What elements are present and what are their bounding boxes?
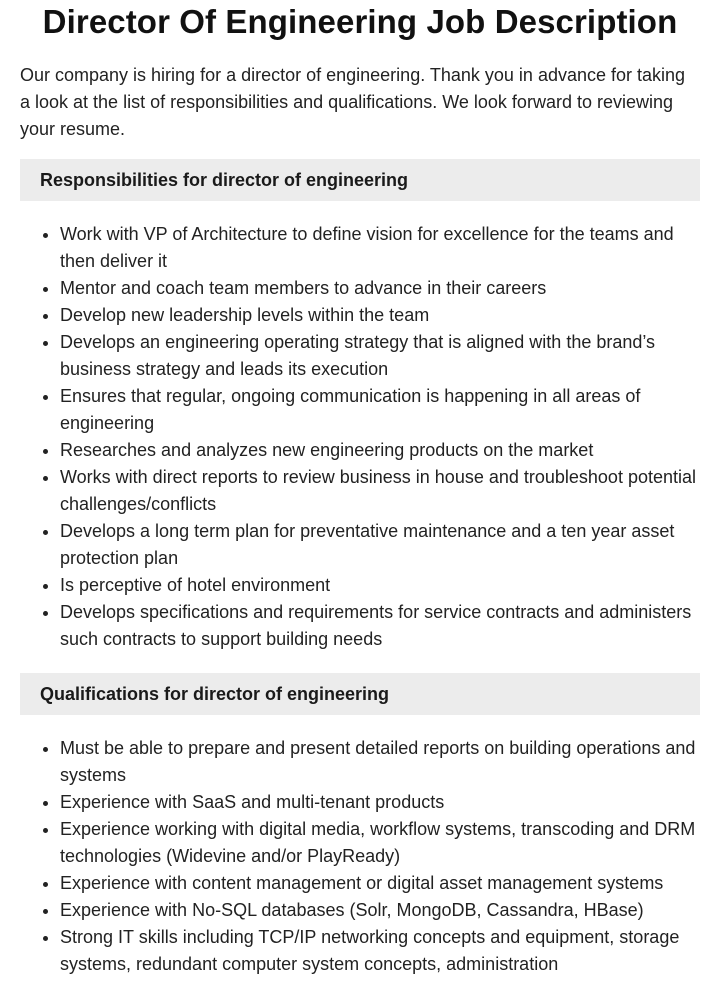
page-title: Director Of Engineering Job Description [42, 3, 678, 40]
responsibility-item: • Researches and analyzes new engineering products on the market [60, 437, 700, 464]
responsibility-item: • Works with direct reports to review business in house and troubleshoot potential challenges/conflicts [60, 464, 700, 518]
responsibility-item: • Develop new leadership levels within the team [60, 302, 700, 329]
qualification-item: • Must be able to prepare and present detailed reports on building operations and systems [60, 735, 700, 789]
responsibilities-heading: Responsibilities for director of engineering [20, 159, 700, 201]
qualifications-heading: Qualifications for director of engineering [20, 673, 700, 715]
intro-paragraph: Our company is hiring for a director of engineering. Thank you in advance for taking a look at the list of responsibilities and qualifications. We look forward to reviewing your resume. [20, 65, 686, 139]
responsibilities-list [20, 221, 700, 653]
responsibility-item: • Mentor and coach team members to advance in their careers [60, 275, 700, 302]
qualification-item: • Strong IT skills including TCP/IP networking concepts and equipment, storage systems, redundant computer system concepts, administration [60, 924, 700, 978]
qualification-item: • Experience working with digital media, workflow systems, transcoding and DRM technologies (Widevine and/or PlayReady) [60, 816, 700, 870]
responsibility-item: • Develops a long term plan for preventative maintenance and a ten year asset protection plan [60, 518, 700, 572]
qualification-item: • Experience with No-SQL databases (Solr, MongoDB, Cassandra, HBase) [60, 897, 700, 924]
responsibility-item: • Develops an engineering operating strategy that is aligned with the brand’s business strategy and leads its execution [60, 329, 700, 383]
responsibility-item: • Is perceptive of hotel environment [60, 572, 700, 599]
responsibility-item: • Work with VP of Architecture to define vision for excellence for the teams and then deliver it [60, 221, 700, 275]
responsibility-item: • Ensures that regular, ongoing communication is happening in all areas of engineering [60, 383, 700, 437]
responsibility-item: • Develops specifications and requirements for service contracts and administers such contracts to support building needs [60, 599, 700, 653]
qualifications-list [20, 735, 700, 978]
qualification-item: • Experience with SaaS and multi-tenant products [60, 789, 700, 816]
qualification-item: • Experience with content management or digital asset management systems [60, 870, 700, 897]
